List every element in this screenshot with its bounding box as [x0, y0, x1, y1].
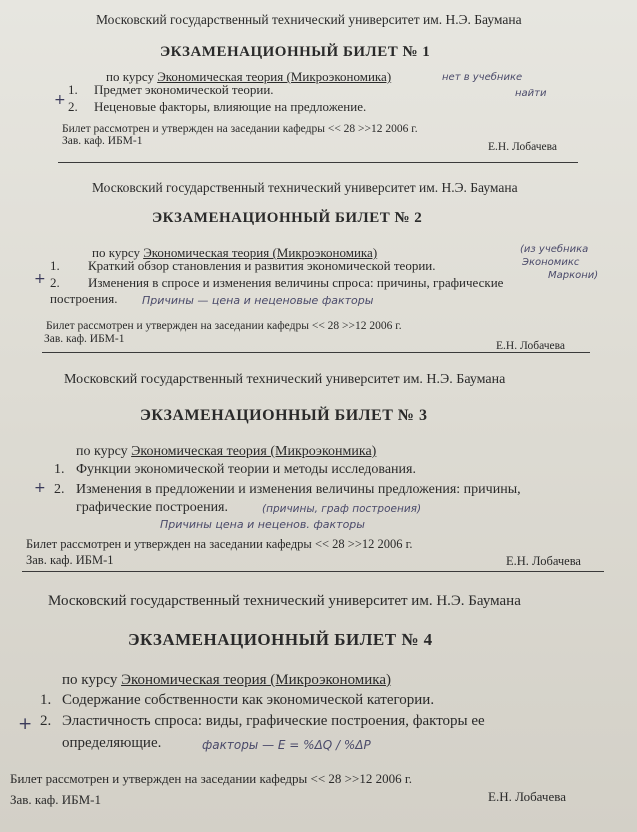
question-1 — [54, 462, 416, 478]
head-label: Зав. каф. ИБМ-1 — [26, 553, 114, 567]
ticket-title: ЭКЗАМЕНАЦИОННЫЙ БИЛЕТ № 1 — [160, 44, 431, 60]
question-2 — [54, 482, 521, 498]
question-text: Предмет экономической теории. — [94, 82, 274, 97]
approval-line: Билет рассмотрен и утвержден на заседании кафедры << 28 >>12 2006 г. — [62, 123, 418, 135]
handwritten-note: Маркони) — [548, 270, 599, 281]
question-number: 1. — [50, 258, 60, 273]
head-label: Зав. каф. ИБМ-1 — [44, 333, 125, 345]
approval-line: Билет рассмотрен и утвержден на заседании кафедры << 28 >>12 2006 г. — [10, 771, 412, 786]
course-line — [76, 444, 376, 460]
question-text: Эластичность спроса: виды, графические построения, факторы ее — [62, 713, 485, 729]
divider — [58, 162, 578, 163]
course-name: Экономическая теория (Микроэкономика) — [121, 672, 392, 688]
question-text: Краткий обзор становления и развития экономической теории. — [88, 258, 436, 273]
handwritten-note: (из учебника — [520, 244, 589, 255]
head-name: Е.Н. Лобачева — [488, 789, 566, 804]
question-number: 2. — [68, 99, 78, 114]
handwritten-note: нет в учебнике — [442, 72, 523, 83]
question-number: 1. — [40, 692, 52, 708]
question-text: Изменения в спросе и изменения величины спроса: причины, графические — [88, 275, 504, 290]
question-2-continued: графические построения. — [76, 500, 228, 515]
approval-line: Билет рассмотрен и утвержден на заседании кафедры << 28 >>12 2006 г. — [26, 537, 413, 551]
university-name: Московский государственный технический университет им. Н.Э. Баумана — [92, 180, 518, 195]
question-text: Содержание собственности как экономической категории. — [62, 692, 435, 708]
question-2 — [68, 99, 366, 115]
university-name: Московский государственный технический университет им. Н.Э. Баумана — [64, 372, 506, 387]
ticket-title: ЭКЗАМЕНАЦИОННЫЙ БИЛЕТ № 3 — [140, 407, 428, 424]
handwritten-note: (причины, граф построения) — [262, 503, 422, 515]
question-2 — [40, 713, 485, 730]
question-1 — [50, 258, 435, 274]
course-name: Экономическая теория (Микроэкономика) — [157, 69, 392, 84]
handwritten-note: Экономикс — [522, 257, 580, 268]
head-label: Зав. каф. ИБМ-1 — [10, 792, 101, 807]
course-prefix: по курсу — [106, 69, 154, 84]
question-text: Изменения в предложении и изменения величины предложения: причины, — [76, 482, 521, 497]
plus-mark: + — [54, 92, 66, 108]
question-number: 2. — [54, 482, 65, 497]
question-text: Функции экономической теории и методы исследования. — [76, 462, 416, 477]
head-label: Зав. каф. ИБМ-1 — [62, 135, 143, 147]
question-number: 2. — [40, 713, 52, 729]
course-prefix: по курсу — [62, 672, 118, 688]
question-text: Неценовые факторы, влияющие на предложение. — [94, 99, 367, 114]
plus-mark: + — [18, 714, 33, 734]
ticket-title: ЭКЗАМЕНАЦИОННЫЙ БИЛЕТ № 2 — [152, 210, 423, 226]
question-2-continued: построения. — [50, 291, 118, 306]
course-line — [62, 672, 391, 689]
question-2-continued: определяющие. — [62, 735, 162, 751]
plus-mark: + — [34, 271, 46, 287]
university-name: Московский государственный технический университет им. Н.Э. Баумана — [96, 12, 522, 27]
question-number: 1. — [54, 462, 65, 477]
handwritten-note: факторы — E = %ΔQ / %ΔP — [202, 738, 371, 752]
head-name: Е.Н. Лобачева — [496, 340, 565, 352]
handwritten-note: Причины цена и неценов. факторы — [160, 518, 365, 531]
question-number: 1. — [68, 82, 78, 97]
question-2 — [50, 275, 503, 291]
university-name: Московский государственный технический университет им. Н.Э. Баумана — [48, 593, 521, 609]
question-1 — [68, 82, 274, 98]
course-prefix: по курсу — [92, 245, 140, 260]
course-prefix: по курсу — [76, 444, 128, 459]
course-name: Экономическая теория (Микроэкономика) — [143, 245, 378, 260]
plus-mark: + — [34, 480, 46, 496]
question-1 — [40, 692, 434, 709]
head-name: Е.Н. Лобачева — [488, 141, 557, 153]
course-name: Экономическая теория (Микроэконмика) — [131, 444, 377, 459]
divider — [42, 352, 590, 353]
question-number: 2. — [50, 275, 60, 290]
head-name: Е.Н. Лобачева — [506, 554, 581, 568]
approval-line: Билет рассмотрен и утвержден на заседании кафедры << 28 >>12 2006 г. — [46, 320, 402, 332]
handwritten-note: Причины — цена и неценовые факторы — [142, 294, 374, 307]
ticket-title: ЭКЗАМЕНАЦИОННЫЙ БИЛЕТ № 4 — [128, 630, 433, 649]
handwritten-note: найти — [515, 88, 547, 99]
divider — [22, 571, 604, 572]
